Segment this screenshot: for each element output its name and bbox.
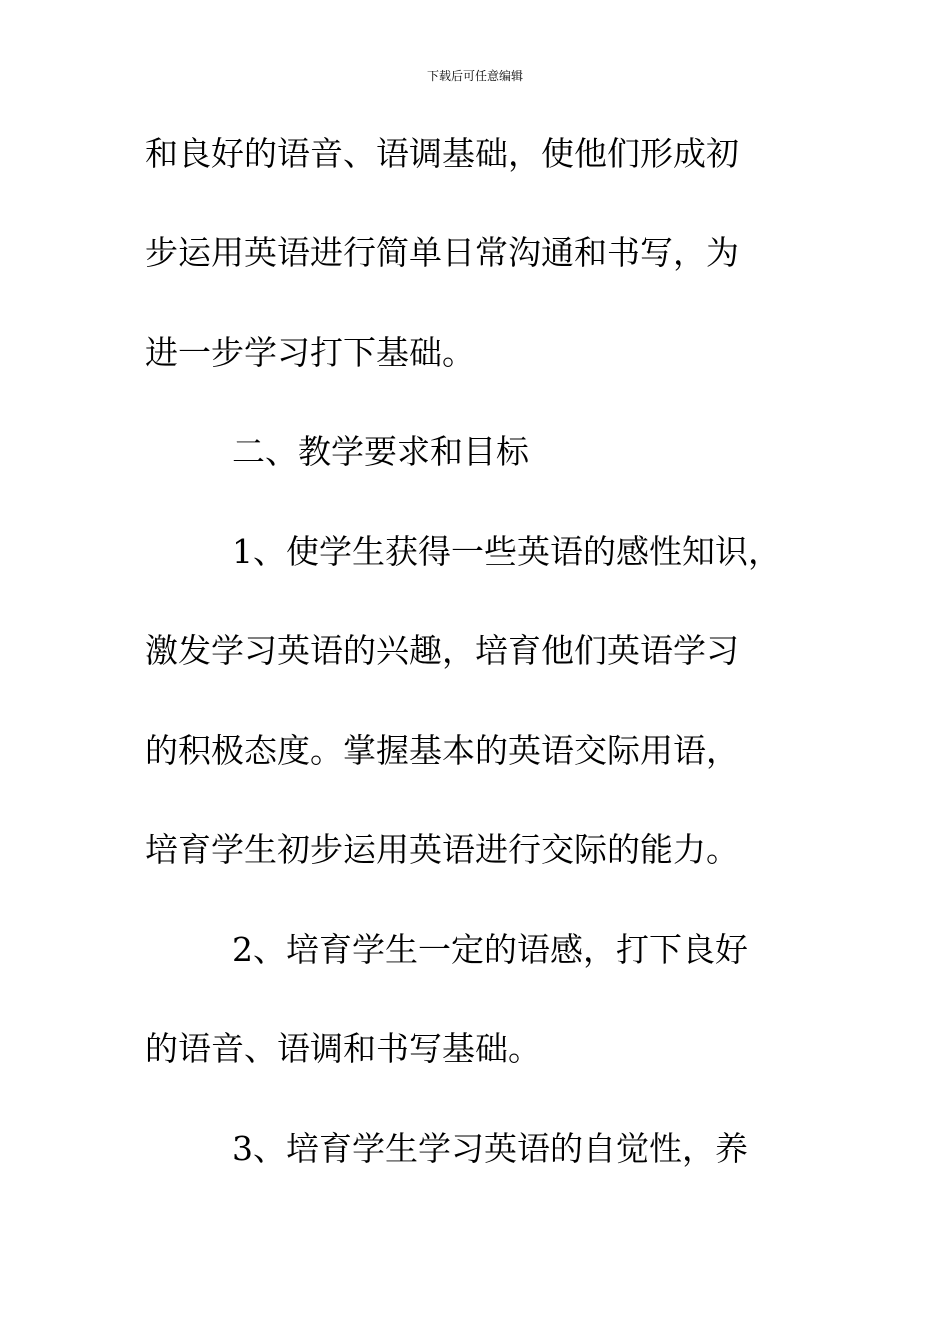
body-line-8: 培育学生初步运用英语进行交际的能力。	[145, 830, 739, 869]
body-line-7: 的积极态度。掌握基本的英语交际用语，	[145, 731, 739, 770]
body-line-5: 1、使学生获得一些英语的感性知识，	[232, 532, 781, 571]
body-line-3: 进一步学习打下基础。	[145, 333, 475, 372]
body-line-6: 激发学习英语的兴趣，培育他们英语学习	[145, 631, 739, 670]
body-line-2: 步运用英语进行简单日常沟通和书写，为	[145, 233, 739, 272]
body-line-9: 2、培育学生一定的语感，打下良好	[232, 930, 748, 969]
body-line-10: 的语音、语调和书写基础。	[145, 1029, 541, 1068]
header-note: 下载后可任意编辑	[426, 69, 523, 83]
section-heading: 二、教学要求和目标	[232, 432, 529, 471]
body-line-11: 3、培育学生学习英语的自觉性，养	[232, 1129, 748, 1168]
body-line-1: 和良好的语音、语调基础，使他们形成初	[145, 134, 739, 173]
